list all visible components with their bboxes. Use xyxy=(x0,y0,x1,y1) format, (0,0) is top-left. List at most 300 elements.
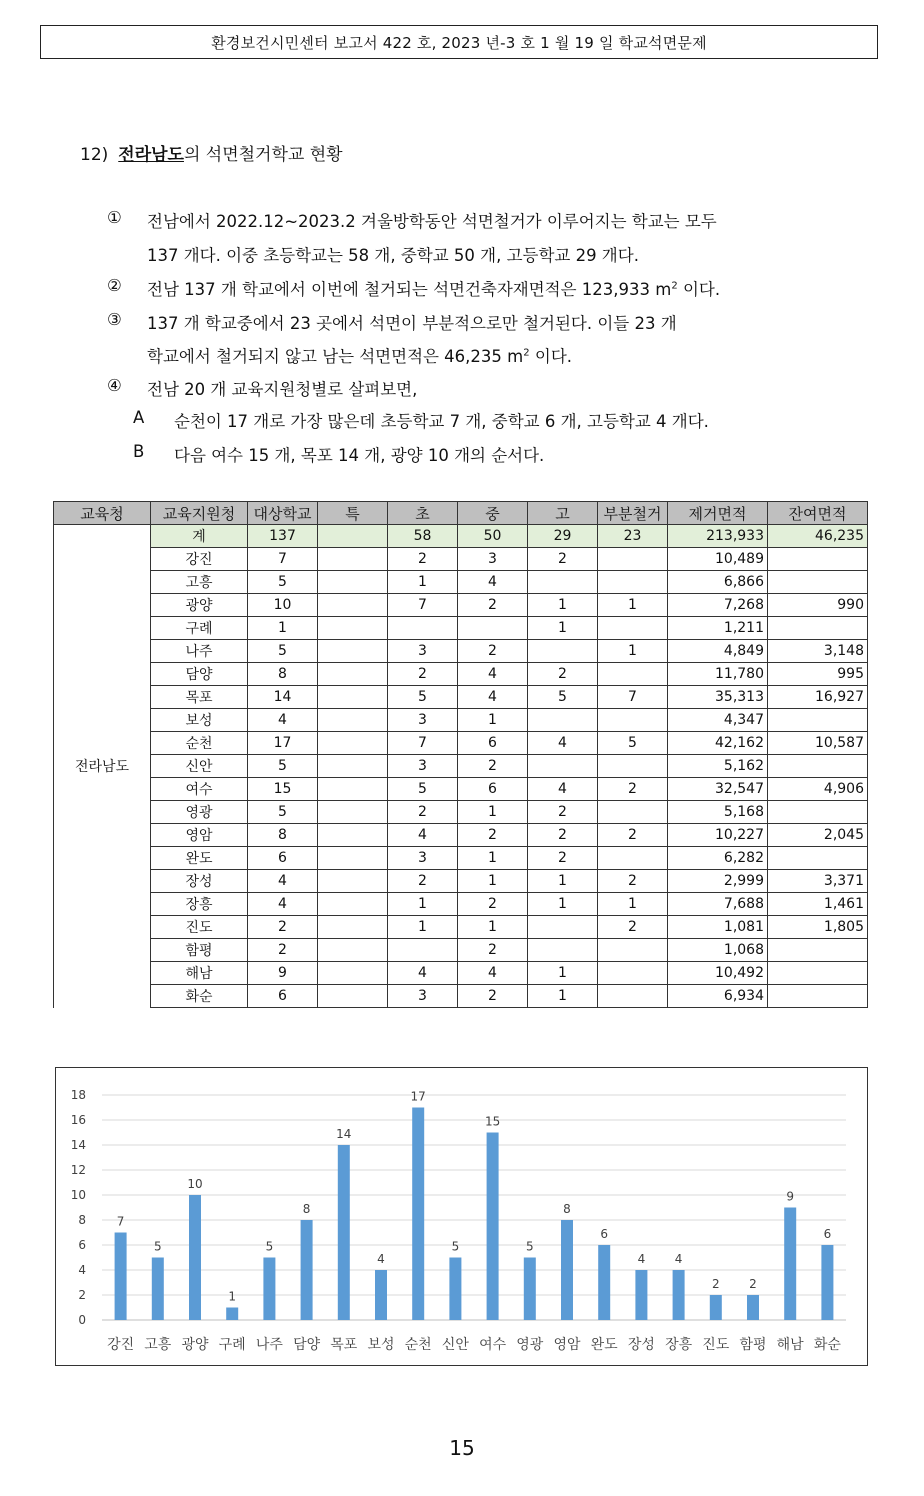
table-cell xyxy=(598,663,668,686)
table-cell: 2 xyxy=(528,548,598,571)
data-label: 4 xyxy=(377,1252,385,1266)
table-cell xyxy=(318,962,388,985)
office-name-cell: 담양 xyxy=(151,663,248,686)
bar xyxy=(747,1295,759,1320)
office-name-cell: 완도 xyxy=(151,847,248,870)
bar xyxy=(375,1270,387,1320)
bar xyxy=(115,1233,127,1321)
table-cell: 213,933 xyxy=(668,525,768,548)
column-header: 중 xyxy=(458,502,528,525)
table-cell: 6 xyxy=(248,847,318,870)
table-cell: 7 xyxy=(388,732,458,755)
table-cell xyxy=(458,617,528,640)
table-cell: 16,927 xyxy=(768,686,868,709)
table-cell: 5 xyxy=(598,732,668,755)
bar xyxy=(821,1245,833,1320)
data-label: 1 xyxy=(228,1289,237,1304)
table-row xyxy=(54,663,868,686)
item-marker: ① xyxy=(107,208,122,227)
bar xyxy=(598,1245,610,1320)
item-line: 137 개 학교중에서 23 곳에서 석면이 부분적으로만 철거된다. 이들 23 개 xyxy=(147,314,677,333)
table-cell: 3 xyxy=(388,985,458,1008)
data-label: 9 xyxy=(786,1189,795,1204)
section-title xyxy=(80,140,343,165)
table-cell: 17 xyxy=(248,732,318,755)
office-name-cell: 화순 xyxy=(151,985,248,1008)
data-label: 10 xyxy=(187,1177,203,1191)
item-line: 학교에서 철거되지 않고 남는 석면면적은 46,235 $m^2$ 이다. xyxy=(147,347,572,366)
table-row xyxy=(54,870,868,893)
table-row xyxy=(54,801,868,824)
table-cell: 2 xyxy=(598,824,668,847)
superscript: 2 xyxy=(523,347,530,359)
table-cell xyxy=(768,939,868,962)
data-label: 2 xyxy=(749,1277,757,1291)
table-cell xyxy=(528,709,598,732)
report-header-text: 환경보건시민센터 보고서 422 호, 2023 년-3 호 1 월 19 일 학교석면문제 xyxy=(211,33,707,52)
table-cell: 10,227 xyxy=(668,824,768,847)
subitem-line: 순천이 17 개로 가장 많은데 초등학교 7 개, 중학교 6 개, 고등학교 4 개다. xyxy=(174,412,709,431)
table-row xyxy=(54,594,868,617)
table-cell xyxy=(318,732,388,755)
y-tick-label: 6 xyxy=(78,1238,86,1252)
table-cell: 4,849 xyxy=(668,640,768,663)
table-cell xyxy=(598,548,668,571)
y-tick-label: 4 xyxy=(78,1263,86,1277)
table-cell xyxy=(318,801,388,824)
x-tick-label: 진도 xyxy=(702,1337,730,1353)
table-cell: 2 xyxy=(528,847,598,870)
table-cell: 5,168 xyxy=(668,801,768,824)
y-tick-label: 0 xyxy=(78,1313,86,1327)
table-cell xyxy=(318,939,388,962)
table-cell: 1 xyxy=(528,870,598,893)
table-cell: 7 xyxy=(598,686,668,709)
table-cell: 10,587 xyxy=(768,732,868,755)
table-cell: 2 xyxy=(458,893,528,916)
table-cell: 4 xyxy=(458,663,528,686)
table-cell: 5 xyxy=(248,571,318,594)
data-label: 6 xyxy=(823,1227,832,1241)
table-cell: 6,866 xyxy=(668,571,768,594)
table-cell: 2 xyxy=(388,548,458,571)
table-cell: 4,347 xyxy=(668,709,768,732)
table-cell xyxy=(318,709,388,732)
column-header: 잔여면적 xyxy=(768,502,868,525)
x-tick-label: 담양 xyxy=(293,1337,321,1353)
table-cell: 137 xyxy=(248,525,318,548)
table-cell: 23 xyxy=(598,525,668,548)
table-cell: 995 xyxy=(768,663,868,686)
table-cell: 1,805 xyxy=(768,916,868,939)
table-cell: 2 xyxy=(528,663,598,686)
table-cell: 1 xyxy=(458,847,528,870)
table-cell: 4 xyxy=(388,824,458,847)
table-cell xyxy=(528,939,598,962)
table-row xyxy=(54,824,868,847)
table-cell: 5 xyxy=(248,755,318,778)
table-row xyxy=(54,985,868,1008)
table-cell: 15 xyxy=(248,778,318,801)
table-cell xyxy=(318,824,388,847)
table-row xyxy=(54,893,868,916)
table-cell: 3,148 xyxy=(768,640,868,663)
table-cell: 3 xyxy=(388,640,458,663)
table-cell: 6 xyxy=(248,985,318,1008)
table-cell: 1 xyxy=(388,893,458,916)
table-cell: 4 xyxy=(388,962,458,985)
table-cell xyxy=(388,939,458,962)
y-tick-label: 8 xyxy=(78,1213,86,1227)
table-row xyxy=(54,617,868,640)
x-tick-label: 화순 xyxy=(813,1337,841,1353)
office-name-cell: 광양 xyxy=(151,594,248,617)
table-row xyxy=(54,640,868,663)
table-cell: 2 xyxy=(388,870,458,893)
y-tick-label: 16 xyxy=(70,1113,86,1127)
table-cell: 2 xyxy=(388,663,458,686)
column-header: 대상학교 xyxy=(248,502,318,525)
table-cell: 4 xyxy=(458,571,528,594)
table-cell xyxy=(318,870,388,893)
table-cell: 4 xyxy=(458,962,528,985)
table-cell: 5,162 xyxy=(668,755,768,778)
table-cell: 1 xyxy=(528,617,598,640)
table-cell: 29 xyxy=(528,525,598,548)
data-label: 17 xyxy=(410,1089,426,1104)
table-cell: 10,492 xyxy=(668,962,768,985)
table-cell xyxy=(318,617,388,640)
table-cell: 5 xyxy=(388,778,458,801)
table-cell: 2 xyxy=(458,594,528,617)
table-cell: 5 xyxy=(248,801,318,824)
table-row xyxy=(54,778,868,801)
table-cell: 1,461 xyxy=(768,893,868,916)
bar xyxy=(263,1258,275,1321)
subitem-marker: A xyxy=(133,408,145,427)
table-row xyxy=(54,709,868,732)
table-cell: 8 xyxy=(248,824,318,847)
column-header: 고 xyxy=(528,502,598,525)
column-header: 부분철거 xyxy=(598,502,668,525)
table-cell: 3 xyxy=(388,709,458,732)
x-tick-label: 장흥 xyxy=(665,1337,693,1353)
subitem-line: 다음 여수 15 개, 목포 14 개, 광양 10 개의 순서다. xyxy=(174,446,545,465)
table-cell xyxy=(318,985,388,1008)
column-header: 교육지원청 xyxy=(151,502,248,525)
data-label: 7 xyxy=(116,1214,125,1229)
table-cell: 1 xyxy=(598,594,668,617)
table-cell xyxy=(598,617,668,640)
column-header: 초 xyxy=(388,502,458,525)
table-cell xyxy=(318,847,388,870)
table-cell: 1 xyxy=(458,709,528,732)
table-cell: 1 xyxy=(528,594,598,617)
office-name-cell: 강진 xyxy=(151,548,248,571)
table-cell xyxy=(388,617,458,640)
table-cell: 7 xyxy=(248,548,318,571)
table-row xyxy=(54,548,868,571)
x-tick-label: 보성 xyxy=(367,1337,395,1353)
school-table xyxy=(53,501,868,1008)
table-cell: 4 xyxy=(458,686,528,709)
table-cell: 7,268 xyxy=(668,594,768,617)
bar xyxy=(524,1258,536,1321)
x-tick-label: 순천 xyxy=(404,1337,432,1353)
table-cell: 6 xyxy=(458,778,528,801)
x-tick-label: 함평 xyxy=(739,1337,767,1353)
bar xyxy=(412,1108,424,1321)
item-marker: ④ xyxy=(107,376,122,395)
x-tick-label: 목포 xyxy=(330,1337,358,1353)
superscript: 2 xyxy=(671,280,678,292)
table-cell: 1 xyxy=(248,617,318,640)
table-cell: 7 xyxy=(388,594,458,617)
office-name-cell: 장성 xyxy=(151,870,248,893)
data-label: 8 xyxy=(563,1202,571,1216)
office-name-cell: 나주 xyxy=(151,640,248,663)
y-tick-label: 12 xyxy=(70,1163,86,1177)
table-cell: 5 xyxy=(388,686,458,709)
item-line: 전남에서 2022.12~2023.2 겨울방학동안 석면철거가 이루어지는 학교는 모두 xyxy=(147,212,717,231)
section-region: 전라남도 xyxy=(118,145,184,165)
x-tick-label: 해남 xyxy=(776,1337,804,1353)
office-name-cell: 목포 xyxy=(151,686,248,709)
bar xyxy=(635,1270,647,1320)
table-cell: 1 xyxy=(458,801,528,824)
data-label: 5 xyxy=(525,1239,534,1254)
table-cell xyxy=(768,548,868,571)
table-cell xyxy=(598,755,668,778)
data-label: 5 xyxy=(451,1239,460,1254)
x-tick-label: 신안 xyxy=(441,1337,469,1353)
office-name-cell: 영광 xyxy=(151,801,248,824)
item-marker: ② xyxy=(107,276,122,295)
table-cell: 50 xyxy=(458,525,528,548)
bar xyxy=(338,1145,350,1320)
table-cell: 4 xyxy=(248,893,318,916)
office-name-cell: 보성 xyxy=(151,709,248,732)
table-cell: 9 xyxy=(248,962,318,985)
table-cell: 2 xyxy=(248,916,318,939)
table-cell: 2 xyxy=(458,985,528,1008)
subitem-marker: B xyxy=(133,442,145,461)
table-cell: 6,282 xyxy=(668,847,768,870)
table-cell: 1 xyxy=(528,893,598,916)
table-row xyxy=(54,847,868,870)
table-cell: 42,162 xyxy=(668,732,768,755)
data-label: 8 xyxy=(302,1202,311,1216)
table-row xyxy=(54,962,868,985)
bar xyxy=(673,1270,685,1320)
item-line: 전남 20 개 교육지원청별로 살펴보면, xyxy=(147,380,418,399)
table-cell: 2 xyxy=(458,939,528,962)
x-tick-label: 완도 xyxy=(590,1337,618,1353)
table-cell: 2,045 xyxy=(768,824,868,847)
bar xyxy=(784,1208,796,1321)
table-total-row xyxy=(54,525,868,548)
table-cell: 32,547 xyxy=(668,778,768,801)
table-cell xyxy=(598,985,668,1008)
column-header: 제거면적 xyxy=(668,502,768,525)
data-label: 5 xyxy=(265,1239,274,1254)
table-cell xyxy=(318,755,388,778)
bar xyxy=(226,1308,238,1321)
table-cell: 1 xyxy=(528,962,598,985)
table-cell xyxy=(318,686,388,709)
column-header: 특 xyxy=(318,502,388,525)
table-cell: 7,688 xyxy=(668,893,768,916)
table-cell: 4,906 xyxy=(768,778,868,801)
data-label: 4 xyxy=(637,1252,646,1266)
table-cell: 10,489 xyxy=(668,548,768,571)
table-cell xyxy=(768,962,868,985)
table-row xyxy=(54,732,868,755)
data-label: 15 xyxy=(484,1114,501,1129)
office-name-cell: 해남 xyxy=(151,962,248,985)
table-cell: 1 xyxy=(598,893,668,916)
office-name-cell: 고흥 xyxy=(151,571,248,594)
data-label: 4 xyxy=(674,1252,683,1266)
y-tick-label: 2 xyxy=(78,1288,86,1302)
office-name-cell: 여수 xyxy=(151,778,248,801)
table-cell xyxy=(528,640,598,663)
office-name-cell: 신안 xyxy=(151,755,248,778)
table-cell xyxy=(598,571,668,594)
table-cell xyxy=(318,640,388,663)
table-cell xyxy=(768,847,868,870)
table-cell: 58 xyxy=(388,525,458,548)
table-cell xyxy=(318,571,388,594)
table-cell xyxy=(528,755,598,778)
table-cell: 3 xyxy=(458,548,528,571)
table-cell xyxy=(598,962,668,985)
table-cell: 6 xyxy=(458,732,528,755)
bar xyxy=(189,1195,201,1320)
y-tick-label: 14 xyxy=(70,1138,86,1152)
table-cell xyxy=(318,916,388,939)
x-tick-label: 광양 xyxy=(181,1337,209,1353)
x-tick-label: 강진 xyxy=(107,1337,135,1353)
table-cell: 1,081 xyxy=(668,916,768,939)
table-cell xyxy=(598,801,668,824)
table-cell: 11,780 xyxy=(668,663,768,686)
office-name-cell: 진도 xyxy=(151,916,248,939)
table-cell: 8 xyxy=(248,663,318,686)
data-label: 14 xyxy=(336,1127,352,1141)
bar xyxy=(561,1220,573,1320)
bar xyxy=(449,1258,461,1321)
table-cell xyxy=(318,548,388,571)
table-row xyxy=(54,686,868,709)
table-cell: 4 xyxy=(248,709,318,732)
data-label: 6 xyxy=(600,1227,609,1241)
table-cell: 3,371 xyxy=(768,870,868,893)
table-cell: 2 xyxy=(598,870,668,893)
table-cell: 3 xyxy=(388,755,458,778)
table-cell xyxy=(598,847,668,870)
table-header-row xyxy=(54,502,868,525)
table-cell: 1 xyxy=(458,916,528,939)
office-name-cell: 영암 xyxy=(151,824,248,847)
office-name-cell: 구례 xyxy=(151,617,248,640)
table-cell: 2 xyxy=(528,801,598,824)
table-row xyxy=(54,755,868,778)
table-cell: 2 xyxy=(528,824,598,847)
item-marker: ③ xyxy=(107,310,122,329)
table-cell: 2 xyxy=(388,801,458,824)
office-name-cell: 함평 xyxy=(151,939,248,962)
table-cell: 2 xyxy=(248,939,318,962)
table-cell: 1 xyxy=(528,985,598,1008)
data-label: 2 xyxy=(711,1277,720,1291)
table-cell xyxy=(768,755,868,778)
section-title-rest: 의 석면철거학교 현황 xyxy=(183,145,343,165)
table-cell: 4 xyxy=(248,870,318,893)
table-cell: 5 xyxy=(528,686,598,709)
table-row xyxy=(54,571,868,594)
table-cell xyxy=(768,617,868,640)
table-cell: 1 xyxy=(458,870,528,893)
table-row xyxy=(54,916,868,939)
bar xyxy=(487,1133,499,1321)
bar xyxy=(301,1220,313,1320)
table-cell xyxy=(528,916,598,939)
table-cell xyxy=(598,709,668,732)
x-tick-label: 장성 xyxy=(627,1337,655,1353)
table-cell: 계 xyxy=(151,525,248,548)
table-cell: 1,211 xyxy=(668,617,768,640)
table-row xyxy=(54,939,868,962)
column-header: 교육청 xyxy=(54,502,151,525)
x-tick-label: 구례 xyxy=(218,1337,246,1353)
table-cell: 2 xyxy=(598,778,668,801)
region-cell: 전라남도 xyxy=(54,525,151,1008)
table-cell: 5 xyxy=(248,640,318,663)
bar-chart-svg xyxy=(56,1068,867,1365)
table-cell xyxy=(768,801,868,824)
bar xyxy=(152,1258,164,1321)
table-cell: 10 xyxy=(248,594,318,617)
table-cell: 1 xyxy=(388,916,458,939)
table-cell xyxy=(318,525,388,548)
table-cell: 4 xyxy=(528,778,598,801)
table-cell xyxy=(768,709,868,732)
office-name-cell: 순천 xyxy=(151,732,248,755)
table-cell xyxy=(528,571,598,594)
table-cell: 2 xyxy=(458,824,528,847)
item-line: 전남 137 개 학교에서 이번에 철거되는 석면건축자재면적은 123,933 $m^2$ 이다. xyxy=(147,280,721,299)
section-number: 12) xyxy=(80,145,109,165)
table-cell: 4 xyxy=(528,732,598,755)
table-cell: 2 xyxy=(458,755,528,778)
y-tick-label: 18 xyxy=(70,1088,86,1102)
table-cell: 2 xyxy=(458,640,528,663)
table-cell: 14 xyxy=(248,686,318,709)
item-line: 137 개다. 이중 초등학교는 58 개, 중학교 50 개, 고등학교 29 개다. xyxy=(147,246,639,265)
data-label: 5 xyxy=(153,1239,162,1254)
table-cell: 1,068 xyxy=(668,939,768,962)
table-cell: 6,934 xyxy=(668,985,768,1008)
bar xyxy=(710,1295,722,1320)
table-cell xyxy=(318,594,388,617)
table-cell: 990 xyxy=(768,594,868,617)
report-header xyxy=(40,25,878,59)
table-cell: 1 xyxy=(388,571,458,594)
table-cell: 35,313 xyxy=(668,686,768,709)
table-cell xyxy=(318,778,388,801)
table-cell xyxy=(768,571,868,594)
